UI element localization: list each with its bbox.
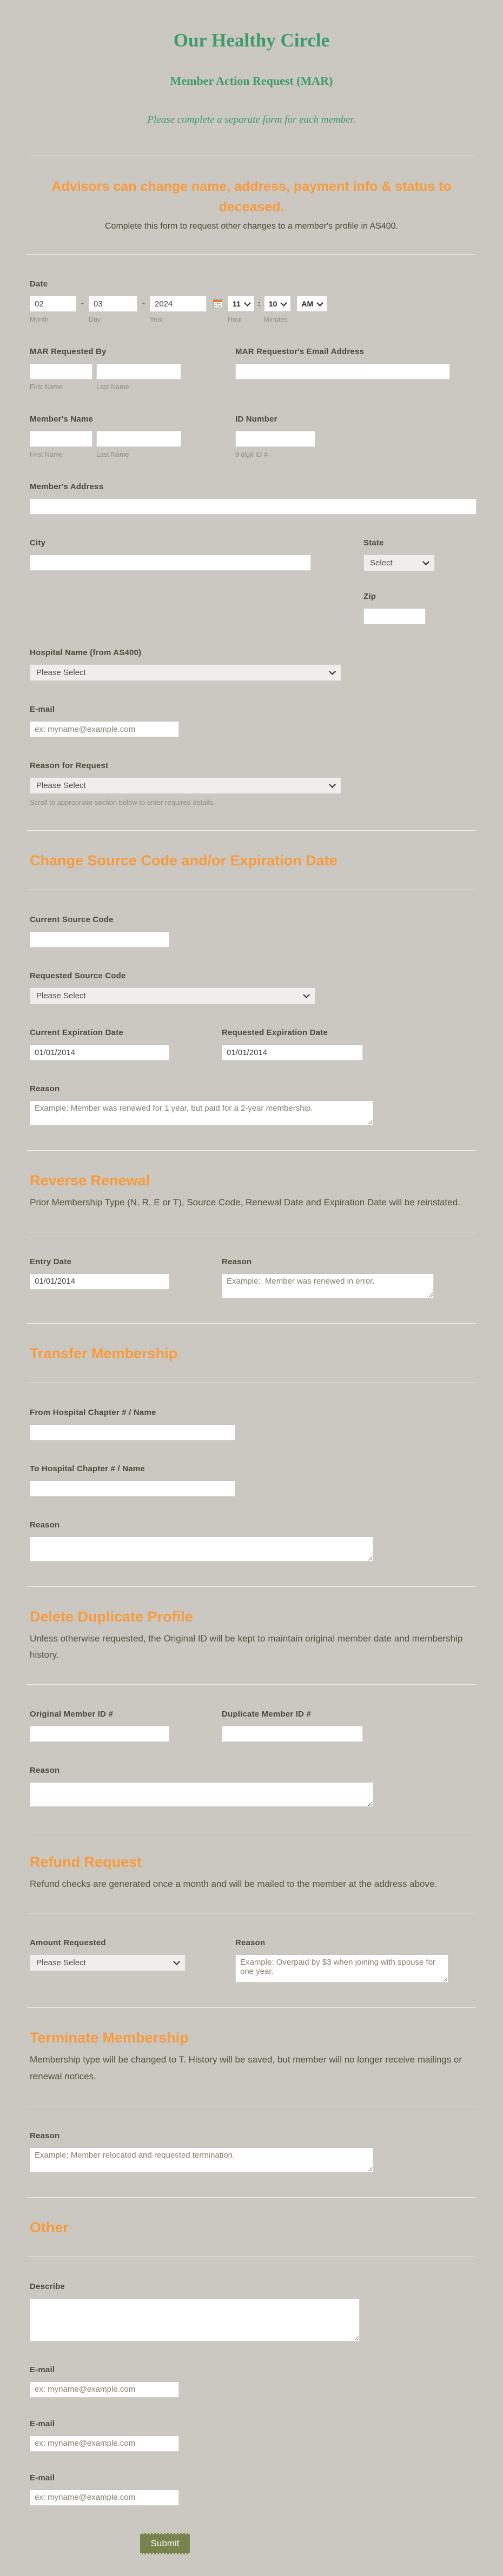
id-number-sublabel: 9 digit ID # [235, 451, 268, 458]
reverse-renewal-section [0, 1151, 503, 1211]
requestor-email-label: MAR Requestor's Email Address [235, 347, 365, 356]
duplicate-member-id-label: Duplicate Member ID # [222, 1709, 312, 1719]
reason-label: Reason [30, 1084, 60, 1093]
id-number-label: ID Number [235, 415, 277, 424]
reason-for-request-note: Scroll to appropriate section below to enter required details. [30, 798, 215, 806]
ampm-value: AM [301, 299, 314, 308]
delete-duplicate-body: Unless otherwise requested, the Original ID will be kept to maintain original member date and membership history. [30, 1633, 463, 1660]
intro-body: Complete this form to request other changes to a member's profile in AS400. [105, 222, 398, 231]
amount-requested-field [30, 1938, 235, 1983]
first-name-sublabel: First Name [30, 451, 63, 458]
requested-source-code-value: Please Select [36, 991, 86, 1000]
ampm-select[interactable] [296, 296, 327, 312]
mar-requested-by-label: MAR Requested By [30, 347, 107, 356]
describe-label: Describe [30, 2281, 65, 2291]
member-address-field [30, 482, 476, 515]
minutes-sublabel: Minutes [263, 316, 288, 323]
current-expiration-input[interactable] [30, 1044, 169, 1060]
duplicate-member-id-input[interactable] [222, 1726, 363, 1742]
chevron-down-icon [281, 299, 288, 306]
amount-requested-value: Please Select [36, 1958, 86, 1968]
terminate-heading: Terminate Membership [30, 2030, 189, 2046]
hospital-select[interactable] [30, 664, 341, 681]
current-source-code-field [30, 915, 476, 947]
zip-label: Zip [363, 592, 376, 601]
email-field [30, 705, 476, 737]
id-number-input[interactable] [235, 431, 315, 447]
from-hospital-input[interactable] [30, 1424, 235, 1440]
last-name-sublabel: Last Name [96, 383, 129, 391]
intro-heading: Advisors can change name, address, payment info & status to deceased. [51, 179, 452, 215]
refund-body: Refund checks are generated once a month and will be mailed to the member at the address above. [30, 1878, 438, 1889]
to-hospital-input[interactable] [30, 1480, 235, 1497]
hospital-field [30, 648, 476, 681]
submit-button[interactable]: Submit [140, 2533, 190, 2554]
reverse-renewal-reason-textarea[interactable] [222, 1273, 434, 1298]
reason-for-request-select[interactable] [30, 777, 341, 794]
email-label: E-mail [30, 2365, 55, 2374]
chevron-down-icon [329, 781, 336, 788]
original-member-id-field [30, 1710, 222, 1742]
hour-sublabel: Hour [228, 316, 243, 323]
current-source-code-label: Current Source Code [30, 915, 114, 924]
other-email-field-3 [30, 2473, 476, 2506]
requestor-email-field [235, 347, 450, 391]
form-header [0, 30, 503, 126]
terminate-body: Membership type will be changed to T. History will be saved, but member will no longer receive mailings or renewal notices. [30, 2054, 462, 2081]
terminate-reason-textarea[interactable] [30, 2147, 373, 2172]
hospital-label: Hospital Name (from AS400) [30, 648, 142, 657]
date-day-input[interactable] [89, 296, 137, 312]
transfer-heading: Transfer Membership [30, 1345, 178, 1362]
other-heading: Other [30, 2219, 69, 2235]
day-sublabel: Day [89, 316, 101, 323]
change-source-section [0, 831, 503, 869]
describe-textarea[interactable] [30, 2298, 360, 2341]
from-hospital-field [30, 1408, 476, 1440]
delete-duplicate-section [0, 1587, 503, 1664]
month-sublabel: Month [30, 316, 49, 323]
refund-reason-textarea[interactable] [235, 1954, 448, 1983]
member-address-label: Member's Address [30, 482, 104, 491]
member-address-input[interactable] [30, 498, 476, 515]
amount-requested-label: Amount Requested [30, 1938, 106, 1948]
chevron-down-icon [329, 668, 336, 675]
delete-duplicate-heading: Delete Duplicate Profile [30, 1608, 193, 1625]
transfer-reason-textarea[interactable] [30, 1537, 373, 1561]
delete-duplicate-reason-field [30, 1766, 476, 1807]
reverse-renewal-reason-field [222, 1257, 434, 1298]
change-source-reason-field [30, 1084, 476, 1125]
reverse-renewal-body: Prior Membership Type (N, R, E or T), Source Code, Renewal Date and Expiration Date will be reinstated. [30, 1197, 460, 1207]
duplicate-member-id-field [222, 1710, 363, 1742]
state-field [363, 538, 435, 571]
requested-source-code-select[interactable] [30, 987, 315, 1004]
mar-requested-by-field [30, 347, 235, 391]
chevron-down-icon [422, 558, 429, 565]
state-label: State [363, 538, 384, 548]
requested-expiration-label: Requested Expiration Date [222, 1028, 328, 1037]
hour-select[interactable] [228, 296, 255, 312]
amount-requested-select[interactable] [30, 1954, 186, 1971]
reason-label: Reason [30, 1765, 60, 1775]
requested-by-last-name-input[interactable] [96, 363, 181, 379]
chevron-down-icon [316, 299, 323, 306]
reason-label: Reason [235, 1938, 266, 1948]
year-sublabel: Year [150, 316, 164, 323]
email-label: E-mail [30, 2473, 55, 2482]
refund-reason-field [235, 1938, 448, 1983]
other-email-field-1 [30, 2365, 476, 2398]
reason-for-request-field [30, 761, 476, 806]
requested-by-first-name-input[interactable] [30, 363, 92, 379]
email-label: E-mail [30, 705, 55, 714]
date-field [30, 279, 476, 323]
email-label: E-mail [30, 2419, 55, 2428]
zip-field [363, 592, 476, 624]
original-member-id-input[interactable] [30, 1726, 169, 1742]
minutes-select[interactable] [264, 296, 292, 312]
requestor-email-input[interactable] [235, 363, 450, 379]
change-source-reason-textarea[interactable] [30, 1100, 373, 1125]
city-label: City [30, 538, 46, 548]
requested-expiration-field [222, 1028, 363, 1060]
reason-label: Reason [30, 2131, 60, 2140]
reason-for-request-label: Reason for Request [30, 761, 109, 770]
id-number-field [235, 415, 315, 458]
refund-heading: Refund Request [30, 1853, 142, 1870]
delete-duplicate-reason-textarea[interactable] [30, 1782, 373, 1807]
reason-for-request-value: Please Select [36, 781, 86, 790]
date-month-input[interactable] [30, 296, 76, 312]
other-email-input-1[interactable] [30, 2381, 179, 2398]
entry-date-input[interactable] [30, 1273, 169, 1290]
terminate-reason-field [30, 2131, 476, 2172]
transfer-reason-field [30, 1520, 476, 1561]
intro-section [0, 156, 503, 231]
time-separator: : [257, 299, 261, 308]
date-label: Date [30, 279, 48, 289]
other-email-input-2[interactable] [30, 2435, 179, 2452]
transfer-section [0, 1324, 503, 1362]
header-note: Please complete a separate form for each member. [147, 114, 356, 125]
minutes-value: 10 [268, 299, 277, 308]
reason-label: Reason [222, 1257, 252, 1266]
terminate-section [0, 2008, 503, 2085]
state-select-value: Select [370, 558, 393, 568]
original-member-id-label: Original Member ID # [30, 1709, 114, 1719]
zip-input[interactable] [363, 608, 426, 624]
city-input[interactable] [30, 555, 311, 571]
member-name-field [30, 415, 235, 458]
requested-expiration-input[interactable] [222, 1044, 363, 1060]
requested-source-code-field [30, 971, 476, 1004]
last-name-sublabel: Last Name [96, 451, 129, 458]
chevron-down-icon [244, 299, 251, 306]
hospital-select-value: Please Select [36, 668, 86, 677]
member-name-label: Member's Name [30, 415, 94, 424]
chevron-down-icon [303, 991, 310, 998]
describe-field [30, 2282, 476, 2341]
requested-source-code-label: Requested Source Code [30, 971, 126, 980]
current-expiration-label: Current Expiration Date [30, 1028, 123, 1037]
to-hospital-field [30, 1464, 476, 1497]
current-expiration-field [30, 1028, 222, 1060]
state-select[interactable] [363, 555, 435, 571]
entry-date-label: Entry Date [30, 1257, 72, 1266]
reason-label: Reason [30, 1520, 60, 1530]
email-input[interactable] [30, 721, 179, 737]
calendar-icon[interactable] [213, 299, 222, 308]
change-source-heading: Change Source Code and/or Expiration Date [30, 852, 337, 869]
page-subtitle: Member Action Request (MAR) [170, 74, 333, 88]
other-email-field-2 [30, 2419, 476, 2452]
refund-section [0, 1832, 503, 1893]
other-section [0, 2198, 503, 2236]
date-year-input[interactable] [150, 296, 207, 312]
member-first-name-input[interactable] [30, 431, 92, 447]
member-last-name-input[interactable] [96, 431, 181, 447]
chevron-down-icon [173, 1959, 180, 1966]
date-separator: - [142, 299, 145, 308]
reverse-renewal-heading: Reverse Renewal [30, 1172, 150, 1189]
page-title: Our Healthy Circle [173, 30, 330, 51]
first-name-sublabel: First Name [30, 383, 63, 391]
city-field [30, 538, 363, 571]
date-separator: - [81, 299, 84, 308]
from-hospital-label: From Hospital Chapter # / Name [30, 1407, 156, 1417]
other-email-input-3[interactable] [30, 2490, 179, 2506]
entry-date-field [30, 1257, 222, 1298]
to-hospital-label: To Hospital Chapter # / Name [30, 1464, 145, 1473]
current-source-code-input[interactable] [30, 931, 169, 947]
hour-value: 11 [233, 299, 241, 308]
